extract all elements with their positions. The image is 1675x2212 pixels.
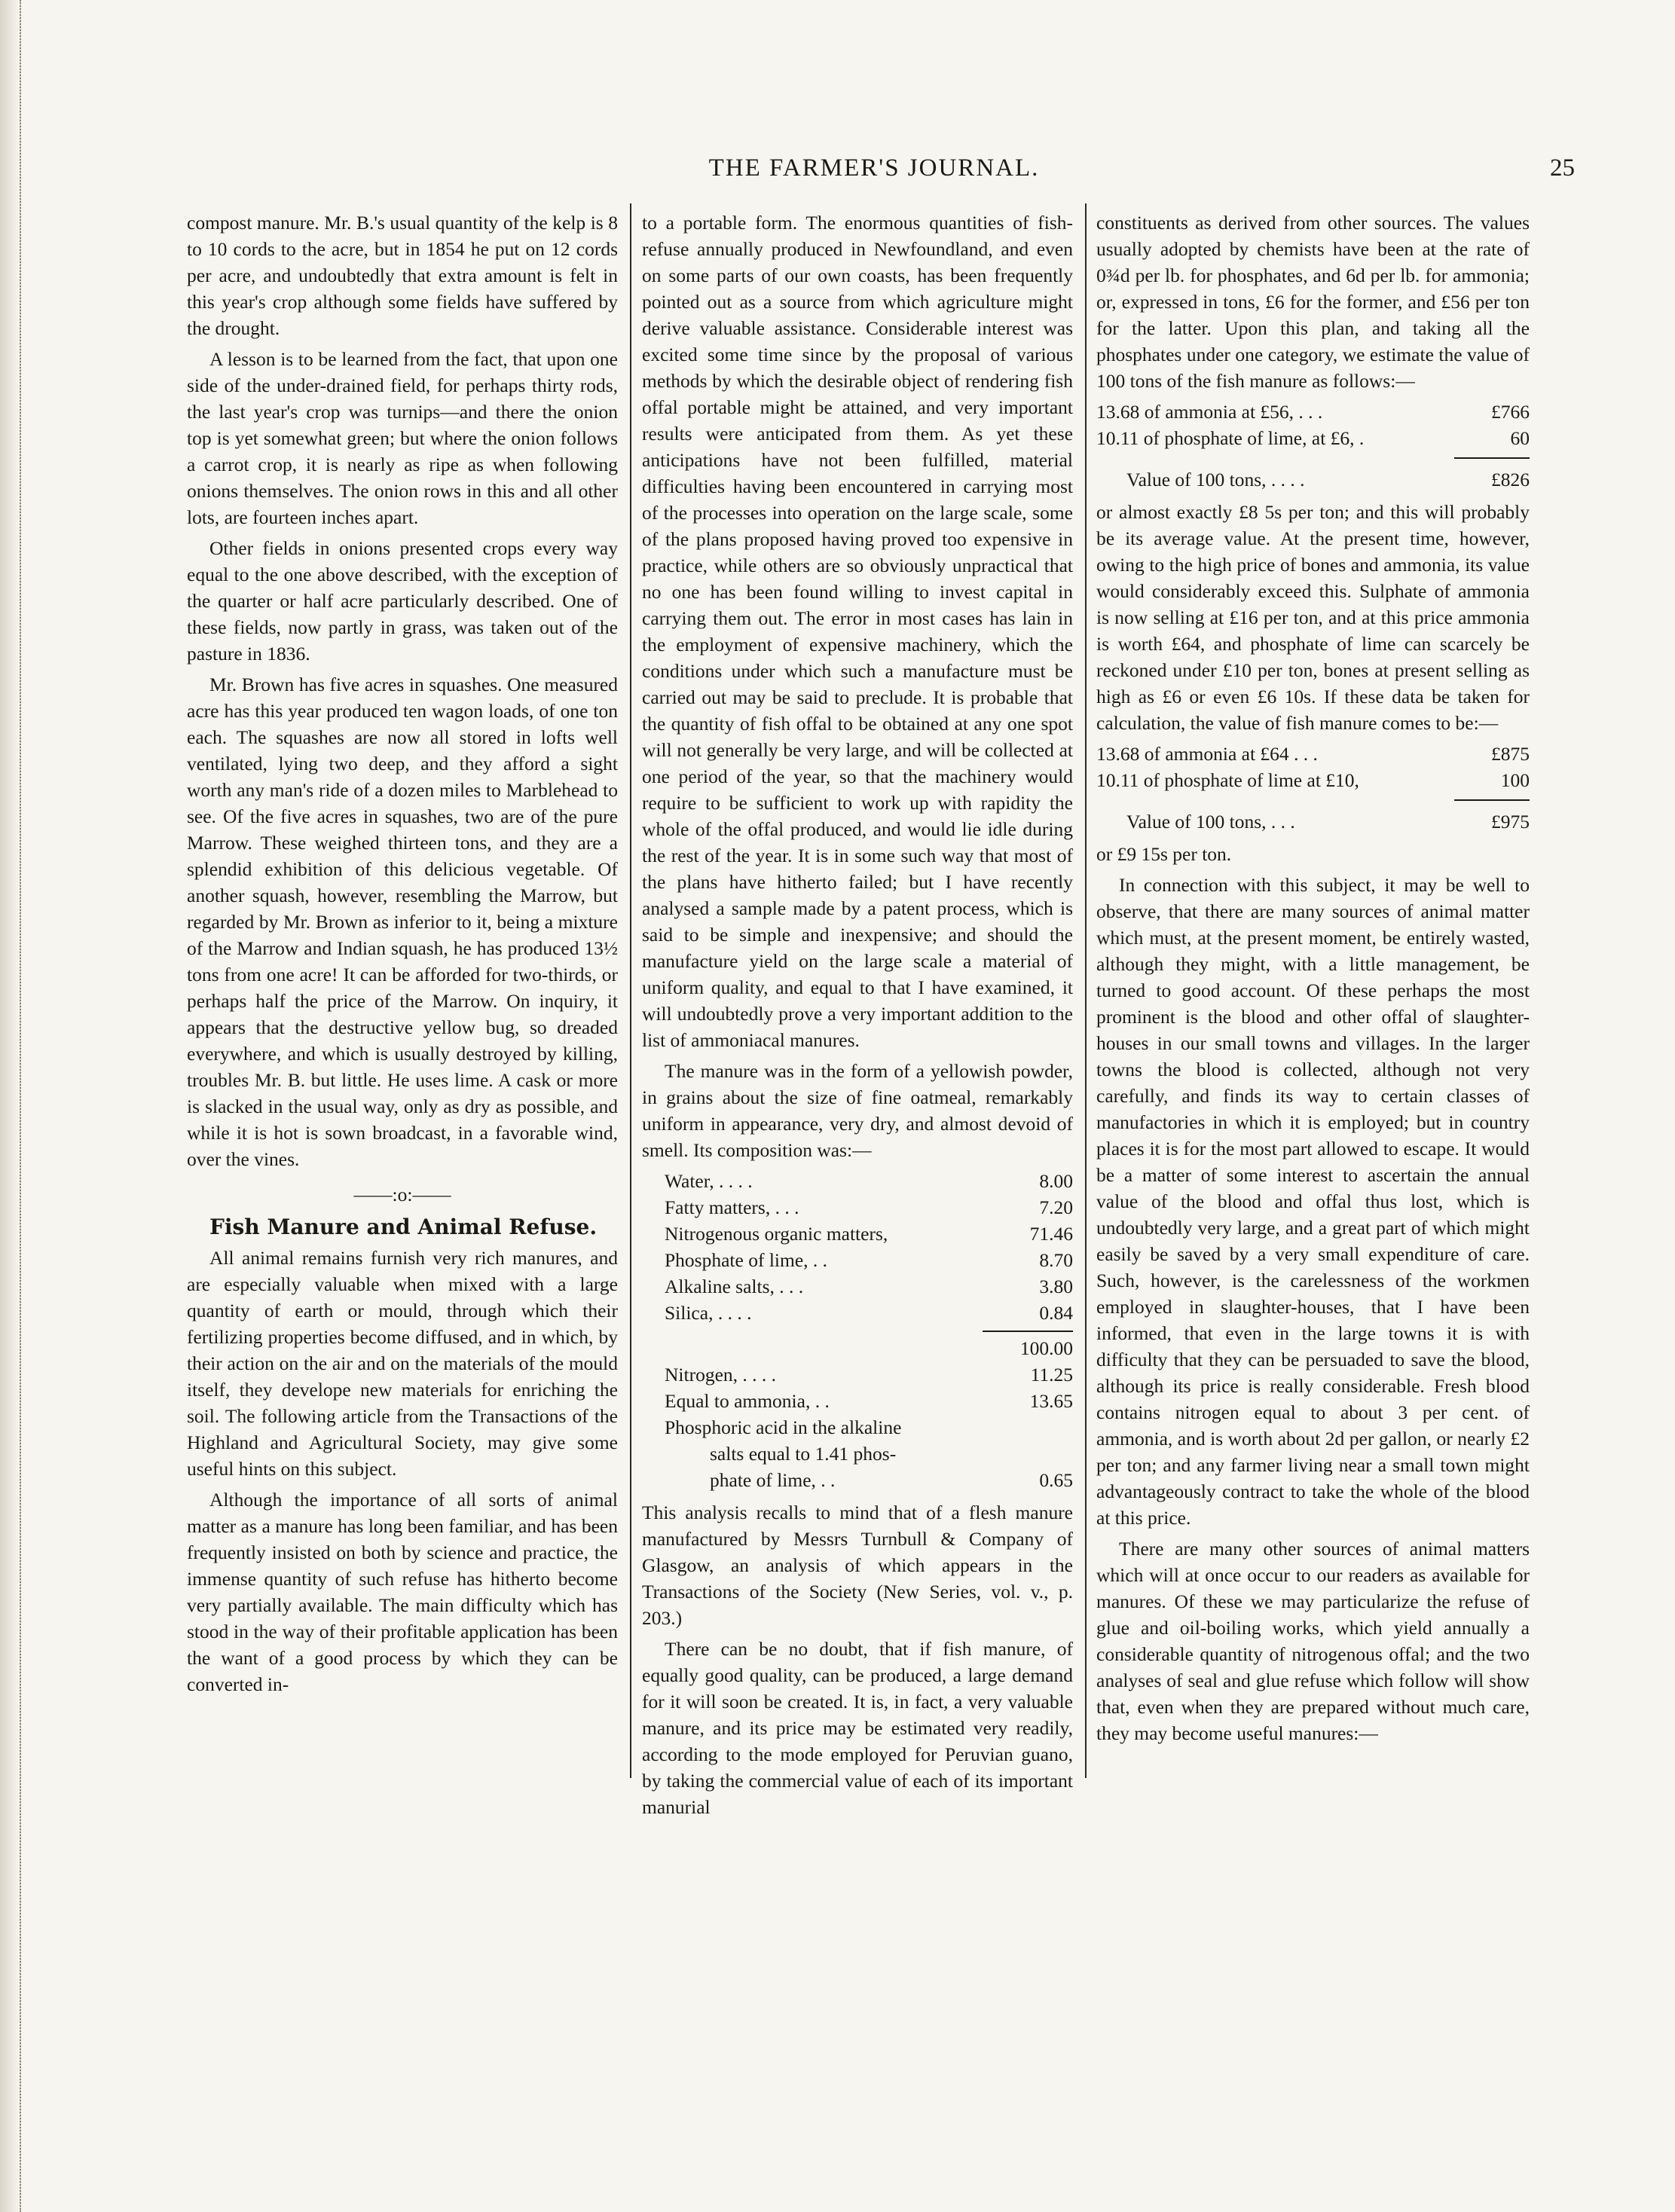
running-head: THE FARMER'S JOURNAL. xyxy=(708,154,1040,182)
paragraph: Mr. Brown has five acres in squashes. One measured acre has this year produced ten wagon loads, of one ton each. The squashes are now all stored in lofts well ventilated, lying two deep, and they afford a sight worth any man's ride of a dozen miles to Marblehead to see. Of the five acres in squashes, two are of the pure Marrow. These weighed thirteen tons, and they are a splendid exhibition of this delicious vegetable. Of another squash, however, resembling the Marrow, but regarded by Mr. Brown as inferior to it, being a mixture of the Marrow and Indian squash, he has produced 13½ tons from one acre! It can be afforded for two-thirds, or perhaps half the price of the Marrow. On inquiry, it appears that the destructive yellow bug, so dreaded everywhere, and which is usually destroyed by killing, troubles Mr. B. but little. He uses lime. A cask or more is slacked in the usual way, only as dry as possible, and while it is hot is sown broadcast, in a favorable wind, over the vines. xyxy=(187,674,618,1170)
row-label: Nitrogen, . . . . xyxy=(665,1364,777,1386)
page-header xyxy=(173,154,1575,192)
table-row xyxy=(665,1361,1073,1388)
column-2 xyxy=(642,209,1073,1825)
row-value: £975 xyxy=(1491,811,1530,833)
sum-rule xyxy=(1454,799,1530,801)
row-label: Value of 100 tons, . . . xyxy=(1126,811,1295,833)
column-3 xyxy=(1096,209,1530,1751)
row-label: 10.11 of phosphate of lime, at £6, . xyxy=(1096,427,1365,449)
table-row xyxy=(665,1221,1073,1247)
row-value: £875 xyxy=(1491,743,1530,765)
row-label: Equal to ammonia, . . xyxy=(665,1390,830,1412)
table-row xyxy=(665,1168,1073,1194)
row-value: £766 xyxy=(1491,401,1530,423)
row-label: Silica, . . . . xyxy=(665,1302,752,1324)
paragraph: All animal remains furnish very rich manures, and are especially valuable when mixed with a large quantity of earth or mould, through which their fertilizing properties become diffused, and in which, by their action on the air and on the materials of the mould itself, they develope new materials for enriching the soil. The following article from the Transactions of the Highland and Agricultural Society, may give some useful hints on this subject. xyxy=(187,1247,618,1480)
row-label: Phosphate of lime, . . xyxy=(665,1249,828,1271)
paragraph: In connection with this subject, it may be well to observe, that there are many sources of animal matter which must, at the present moment, be entirely wasted, although they might, with a little management, be turned to good account. Of these perhaps the most prominent is the blood and other offal of slaughter-houses in our small towns and villages. In the larger towns the blood is collected, although not very carefully, and finds its way to certain classes of manufactories in which it is employed; but in country places it is for the most part allowed to escape. It would be a matter of some interest to ascertain the annual value of the blood and offal thus lost, which is undoubtedly very large, and a great part of which might easily be saved by a very small expenditure of care. Such, however, is the carelessness of the workmen employed in slaughter-houses, that I have been informed, that even in the large towns it is with difficulty that they can be persuaded to save the blood, although its price is really considerable. Fresh blood contains nitrogen equal to about 3 per cent. of ammonia, and is worth about 2d per gallon, or nearly £2 per ton; and any farmer living near a small town might advantageously contract to take the whole of the blood at this price. xyxy=(1096,874,1530,1529)
table-row xyxy=(665,1300,1073,1326)
row-label: phate of lime, . . xyxy=(710,1469,836,1491)
column-rule-right xyxy=(1085,203,1087,1778)
row-label: Nitrogenous organic matters, xyxy=(665,1223,888,1245)
row-label: 13.68 of ammonia at £56, . . . xyxy=(1096,401,1323,423)
total-value: 100.00 xyxy=(1019,1337,1073,1359)
table-row xyxy=(665,1414,1073,1441)
table-total xyxy=(983,1331,1073,1361)
row-value: 71.46 xyxy=(1029,1223,1073,1245)
row-value: £826 xyxy=(1491,469,1530,490)
row-value: 13.65 xyxy=(1029,1390,1073,1412)
paragraph: or £9 15s per ton. xyxy=(1096,843,1232,865)
paragraph: There can be no doubt, that if fish manure, of equally good quality, can be produced, a large demand for it will soon be created. It is, in fact, a very valuable manure, and its price may be estimated very readily, according to the mode employed for Peruvian guano, by taking the commercial value of each of its important manurial xyxy=(642,1638,1073,1818)
row-label: Value of 100 tons, . . . . xyxy=(1126,469,1305,490)
paragraph: Although the importance of all sorts of animal matter as a manure has long been familiar, and has been frequently insisted on both by science and practice, the immense quantity of such refuse has hitherto become very partially available. The main difficulty which has stood in the way of their profitable application has been the want of a good process by which they can be converted in- xyxy=(187,1489,618,1695)
paragraph: A lesson is to be learned from the fact, that upon one side of the under-drained field, for perhaps thirty rods, the last year's crop was turnips—and there the onion top is yet somewhat green; but where the onion follows a carrot crop, it is nearly as ripe as when following onions themselves. The onion rows in this and all other lots, are fourteen inches apart. xyxy=(187,348,618,528)
paragraph: There are many other sources of animal matters which will at once occur to our readers as available for manures. Of these we may particularize the refuse of glue and oil-boiling works, which yield annually a considerable quantity of nitrogenous offal; and the two analyses of seal and glue refuse which follow will show that, even when they are prepared without much care, they may become useful manures:— xyxy=(1096,1538,1530,1744)
paragraph: to a portable form. The enormous quantities of fish-refuse annually produced in Newfoundland, and even on some parts of our own coasts, has been frequently pointed out as a source from which agriculture might derive valuable assistance. Considerable interest was excited some time since by the proposal of various methods by which the desirable object of rendering fish offal portable might be attained, and very important results were anticipated from them. As yet these anticipations have not been fulfilled, material difficulties having been encountered in carrying most of the processes into operation on the large scale, some of the plans proposed having proved too expensive in practice, while others are so obviously unpractical that no one has been found willing to invest capital in carrying them out. The error in most cases has lain in the employment of expensive machinery, which the conditions under which such a manufacture must be carried out may be said to preclude. It is probable that the quantity of fish offal to be obtained at any one spot will not generally be very large, and will be collected at one period of the year, so that the machinery would require to be sufficient to work up with rapidity the whole of the offal produced, and would lie idle during the rest of the year. It is in some such way that most of the plans have hitherto failed; but I have recently analysed a sample made by a patent process, which is said to be simple and inexpensive; and should the manufacture yield on the large scale a material of uniform quality, and equal to that I have examined, it will undoubtedly prove a very important addition to the list of ammoniacal manures. xyxy=(642,212,1073,1051)
table-row xyxy=(1096,466,1530,493)
table-row xyxy=(1096,399,1530,425)
sum-rule xyxy=(1454,457,1530,459)
table-row xyxy=(1096,425,1530,451)
column-1 xyxy=(187,209,618,1702)
row-value: 0.84 xyxy=(1039,1302,1073,1324)
row-value: 7.20 xyxy=(1039,1196,1073,1218)
paragraph: This analysis recalls to mind that of a flesh manure manufactured by Messrs Turnbull & Company of Glasgow, an analysis of which appears in the Transactions of the Society (New Series, vol. v., p. 203.) xyxy=(642,1502,1073,1629)
row-label: Water, . . . . xyxy=(665,1170,753,1192)
row-label: 10.11 of phosphate of lime at £10, xyxy=(1096,769,1359,791)
binding-edge xyxy=(0,0,21,2212)
paragraph: The manure was in the form of a yellowish powder, in grains about the size of fine oatmeal, remarkably uniform in appearance, very dry, and almost devoid of smell. Its composition was:— xyxy=(642,1060,1073,1161)
page-number: 25 xyxy=(1550,154,1575,182)
paragraph: or almost exactly £8 5s per ton; and this will probably be its average value. At the present time, however, owing to the high price of bones and ammonia, its value would considerably exceed this. Sulphate of ammonia is now selling at £16 per ton, and at this price ammonia is worth £64, and phosphate of lime can scarcely be reckoned under £10 per ton, bones at present selling as high as £6 or even £6 10s. If these data be taken for calculation, the value of fish manure comes to be:— xyxy=(1096,501,1530,734)
valuation-table-1 xyxy=(1096,399,1530,493)
row-label: Phosphoric acid in the alkaline xyxy=(665,1416,902,1438)
section-heading: Fish Manure and Animal Refuse. xyxy=(209,1214,598,1239)
row-value: 8.00 xyxy=(1039,1170,1073,1192)
table-row xyxy=(1096,767,1530,793)
paragraph: Other fields in onions presented crops every way equal to the one above described, with the exception of the quarter or half acre particularly described. One of these fields, now partly in grass, was taken out of the pasture in 1836. xyxy=(187,537,618,665)
row-value: 0.65 xyxy=(1039,1469,1073,1491)
valuation-table-2 xyxy=(1096,741,1530,835)
table-row xyxy=(665,1247,1073,1273)
row-label: salts equal to 1.41 phos- xyxy=(710,1443,897,1465)
paragraph: compost manure. Mr. B.'s usual quantity of the kelp is 8 to 10 cords to the acre, but in 1854 he put on 12 cords per acre, and undoubtedly that extra amount is felt in this year's crop although some fields have suffered by the drought. xyxy=(187,212,618,339)
table-row xyxy=(1096,741,1530,767)
table-row xyxy=(665,1441,1073,1467)
paragraph: constituents as derived from other sources. The values usually adopted by chemists have been at the rate of 0¾d per lb. for phosphates, and 6d per lb. for ammonia; or, expressed in tons, £6 for the former, and £56 per ton for the latter. Upon this plan, and taking all the phosphates under one category, we estimate the value of 100 tons of the fish manure as follows:— xyxy=(1096,212,1530,392)
row-value: 8.70 xyxy=(1039,1249,1073,1271)
table-row xyxy=(665,1388,1073,1414)
table-row xyxy=(1096,808,1530,835)
table-row xyxy=(665,1273,1073,1300)
table-row xyxy=(665,1467,1073,1493)
row-value: 3.80 xyxy=(1039,1276,1073,1297)
row-value: 60 xyxy=(1510,427,1530,449)
row-label: Fatty matters, . . . xyxy=(665,1196,799,1218)
row-label: Alkaline salts, . . . xyxy=(665,1276,804,1297)
row-label: 13.68 of ammonia at £64 . . . xyxy=(1096,743,1318,765)
composition-table xyxy=(665,1168,1073,1493)
section-divider: ——:o:—— xyxy=(353,1184,451,1205)
row-value: 11.25 xyxy=(1030,1364,1073,1386)
row-value: 100 xyxy=(1500,769,1530,791)
table-row xyxy=(665,1194,1073,1221)
column-rule-left xyxy=(630,203,631,1778)
